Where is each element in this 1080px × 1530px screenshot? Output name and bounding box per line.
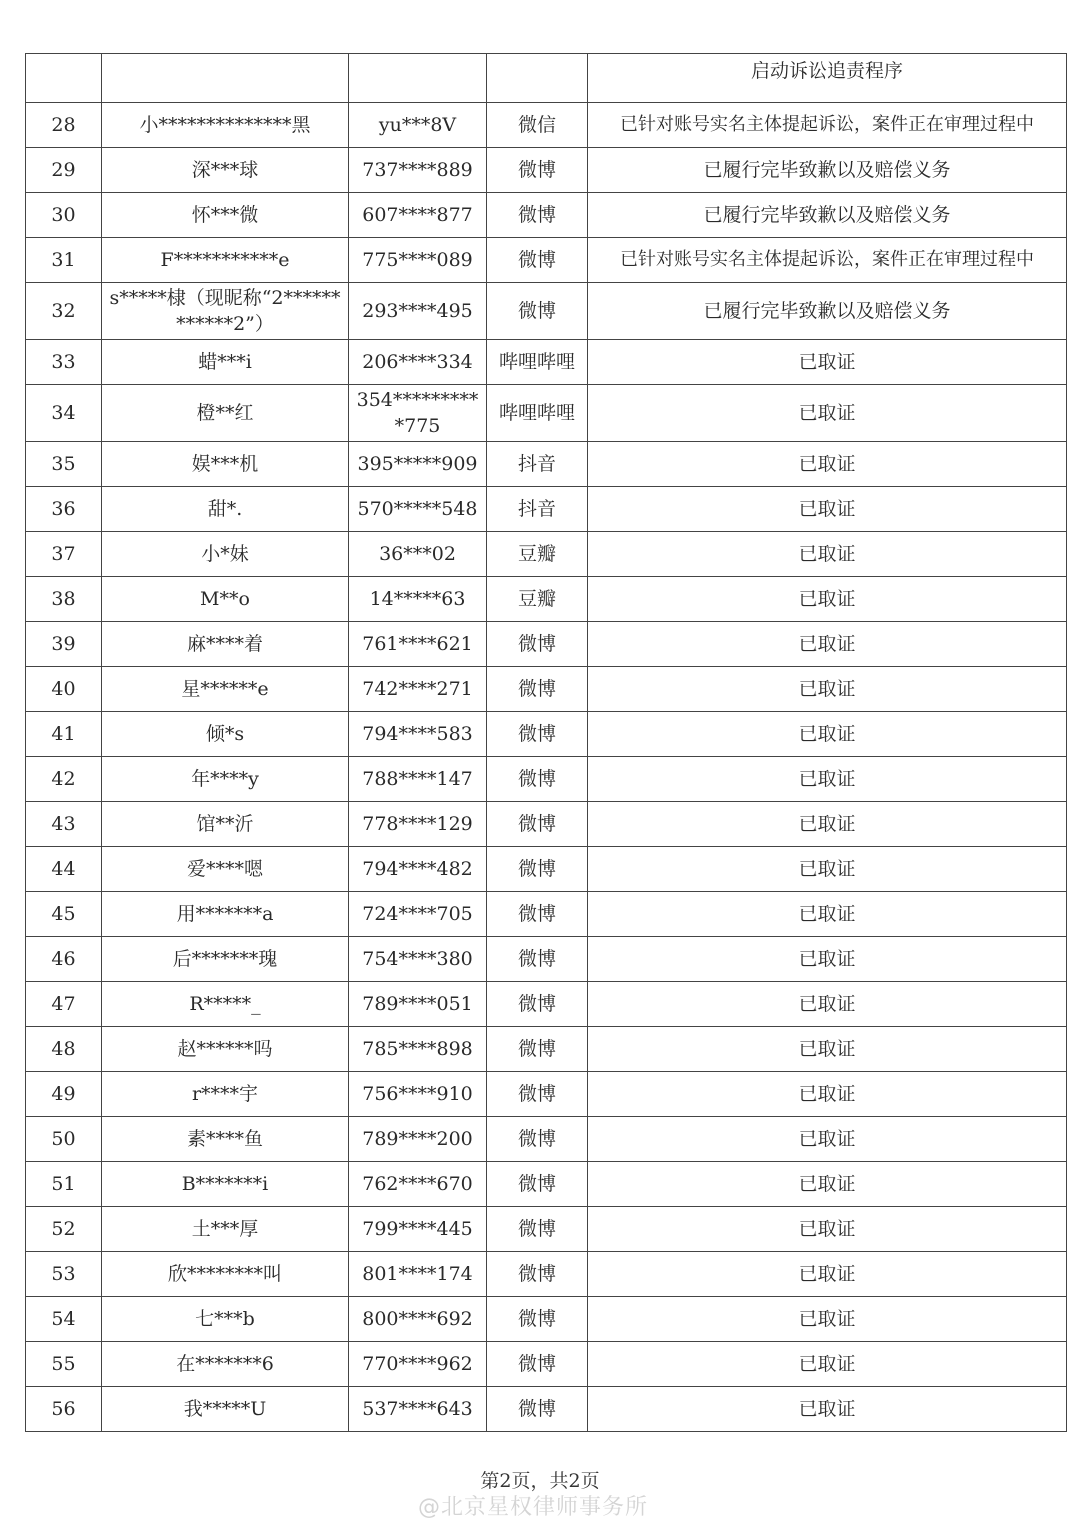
cell-platform: 微博 [487, 1162, 588, 1207]
cell-platform: 微博 [487, 982, 588, 1027]
table-row [26, 1387, 1067, 1432]
cell-status: 已取证 [588, 1207, 1067, 1252]
header-cell-nickname [102, 54, 349, 103]
cell-status: 已取证 [588, 667, 1067, 712]
cell-status: 已针对账号实名主体提起诉讼，案件正在审理过程中 [588, 238, 1067, 283]
cell-nickname: 星******e [102, 667, 349, 712]
table-row [26, 757, 1067, 802]
cell-no: 56 [26, 1387, 102, 1432]
cell-no: 54 [26, 1297, 102, 1342]
cell-account-id: 742****271 [349, 667, 487, 712]
table-row [26, 148, 1067, 193]
cell-account-id: 775****089 [349, 238, 487, 283]
table-row [26, 802, 1067, 847]
cell-platform: 微博 [487, 667, 588, 712]
cell-status: 已取证 [588, 712, 1067, 757]
cell-no: 36 [26, 487, 102, 532]
cell-no: 48 [26, 1027, 102, 1072]
cell-status: 已履行完毕致歉以及赔偿义务 [588, 193, 1067, 238]
cell-nickname: 素****鱼 [102, 1117, 349, 1162]
cell-account-id: 206****334 [349, 340, 487, 385]
cell-status: 已取证 [588, 757, 1067, 802]
cell-no: 41 [26, 712, 102, 757]
cell-status: 已履行完毕致歉以及赔偿义务 [588, 283, 1067, 340]
table-body [26, 54, 1067, 1432]
cell-status: 已取证 [588, 577, 1067, 622]
table-row [26, 487, 1067, 532]
cell-account-id: 537****643 [349, 1387, 487, 1432]
cell-nickname: 欣********叫 [102, 1252, 349, 1297]
cell-platform: 哔哩哔哩 [487, 385, 588, 442]
cell-no: 34 [26, 385, 102, 442]
cell-no: 47 [26, 982, 102, 1027]
cell-platform: 微信 [487, 103, 588, 148]
cell-account-id: 395*****909 [349, 442, 487, 487]
cell-nickname: 小*妹 [102, 532, 349, 577]
cell-no: 44 [26, 847, 102, 892]
table-row [26, 1072, 1067, 1117]
cell-no: 42 [26, 757, 102, 802]
cell-platform: 微博 [487, 712, 588, 757]
cell-no: 33 [26, 340, 102, 385]
cell-account-id: 756****910 [349, 1072, 487, 1117]
cell-nickname: 娱***机 [102, 442, 349, 487]
cell-platform: 微博 [487, 1027, 588, 1072]
table-row [26, 532, 1067, 577]
table-row [26, 193, 1067, 238]
cell-platform: 微博 [487, 1297, 588, 1342]
cell-no: 49 [26, 1072, 102, 1117]
cell-no: 53 [26, 1252, 102, 1297]
cell-nickname: 用*******a [102, 892, 349, 937]
cell-status: 已取证 [588, 982, 1067, 1027]
table-row [26, 385, 1067, 442]
cell-status: 已取证 [588, 340, 1067, 385]
cell-platform: 豆瓣 [487, 532, 588, 577]
cell-nickname: 深***球 [102, 148, 349, 193]
cell-account-id: 770****962 [349, 1342, 487, 1387]
cell-no: 40 [26, 667, 102, 712]
table-row [26, 1297, 1067, 1342]
table-row [26, 982, 1067, 1027]
cell-platform: 微博 [487, 802, 588, 847]
cell-nickname: 馆**沂 [102, 802, 349, 847]
weibo-watermark: @北京星权律师事务所 [418, 1495, 649, 1520]
table-row [26, 1162, 1067, 1207]
cell-platform: 微博 [487, 847, 588, 892]
cell-account-id: 785****898 [349, 1027, 487, 1072]
cell-account-id: 607****877 [349, 193, 487, 238]
cell-no: 29 [26, 148, 102, 193]
cell-nickname: B*******i [102, 1162, 349, 1207]
table-row [26, 712, 1067, 757]
cell-nickname: 蜡***i [102, 340, 349, 385]
cell-platform: 微博 [487, 283, 588, 340]
cell-platform: 微博 [487, 193, 588, 238]
cell-account-id: 14*****63 [349, 577, 487, 622]
cell-status: 已取证 [588, 892, 1067, 937]
cell-no: 45 [26, 892, 102, 937]
cell-nickname: R*****_ [102, 982, 349, 1027]
cell-account-id: 788****147 [349, 757, 487, 802]
table-row [26, 340, 1067, 385]
cell-status: 已取证 [588, 442, 1067, 487]
cell-platform: 微博 [487, 757, 588, 802]
cell-status: 已取证 [588, 1252, 1067, 1297]
cell-nickname: 倾*s [102, 712, 349, 757]
cell-account-id: 36***02 [349, 532, 487, 577]
cell-account-id: 794****482 [349, 847, 487, 892]
cell-platform: 微博 [487, 892, 588, 937]
cell-account-id: 761****621 [349, 622, 487, 667]
cell-nickname: 年****y [102, 757, 349, 802]
cell-account-id: 293****495 [349, 283, 487, 340]
cell-status: 已取证 [588, 1297, 1067, 1342]
cell-status: 已取证 [588, 802, 1067, 847]
cell-no: 43 [26, 802, 102, 847]
table-row [26, 238, 1067, 283]
cell-status: 已取证 [588, 532, 1067, 577]
table-row [26, 667, 1067, 712]
cell-account-id: 789****200 [349, 1117, 487, 1162]
cell-nickname: r****宇 [102, 1072, 349, 1117]
cell-account-id: 754****380 [349, 937, 487, 982]
cell-platform: 微博 [487, 1342, 588, 1387]
cell-nickname: 橙**红 [102, 385, 349, 442]
cell-account-id: yu***8V [349, 103, 487, 148]
cell-platform: 微博 [487, 1252, 588, 1297]
cell-platform: 微博 [487, 1207, 588, 1252]
cell-no: 37 [26, 532, 102, 577]
cell-platform: 微博 [487, 1117, 588, 1162]
cell-account-id: 800****692 [349, 1297, 487, 1342]
cell-status: 已针对账号实名主体提起诉讼，案件正在审理过程中 [588, 103, 1067, 148]
cell-platform: 抖音 [487, 487, 588, 532]
cell-account-id: 570*****548 [349, 487, 487, 532]
cell-no: 51 [26, 1162, 102, 1207]
cell-status: 已取证 [588, 1027, 1067, 1072]
cell-account-id: 794****583 [349, 712, 487, 757]
cell-no: 30 [26, 193, 102, 238]
cell-status: 已取证 [588, 847, 1067, 892]
cell-nickname: 麻****着 [102, 622, 349, 667]
table-row [26, 937, 1067, 982]
cell-status: 已取证 [588, 1072, 1067, 1117]
cell-no: 32 [26, 283, 102, 340]
cell-status: 已取证 [588, 1342, 1067, 1387]
cell-account-id: 354**********775 [349, 385, 487, 442]
cell-no: 52 [26, 1207, 102, 1252]
cell-account-id: 778****129 [349, 802, 487, 847]
cell-platform: 哔哩哔哩 [487, 340, 588, 385]
cell-platform: 豆瓣 [487, 577, 588, 622]
cell-no: 35 [26, 442, 102, 487]
cell-no: 46 [26, 937, 102, 982]
table-row [26, 1252, 1067, 1297]
cell-no: 39 [26, 622, 102, 667]
table-row [26, 442, 1067, 487]
cell-nickname: 爱****嗯 [102, 847, 349, 892]
cell-nickname: F***********e [102, 238, 349, 283]
cell-nickname: 后*******瑰 [102, 937, 349, 982]
header-cell-platform [487, 54, 588, 103]
cell-nickname: s*****棣（现昵称“2************2”） [102, 283, 349, 340]
table-row [26, 283, 1067, 340]
cell-account-id: 789****051 [349, 982, 487, 1027]
table-row [26, 1027, 1067, 1072]
cell-status: 已取证 [588, 385, 1067, 442]
cell-status: 已取证 [588, 1117, 1067, 1162]
cell-platform: 微博 [487, 622, 588, 667]
cell-nickname: M**o [102, 577, 349, 622]
cell-nickname: 在*******6 [102, 1342, 349, 1387]
cell-account-id: 724****705 [349, 892, 487, 937]
cell-platform: 微博 [487, 238, 588, 283]
cell-nickname: 怀***微 [102, 193, 349, 238]
cell-status: 已取证 [588, 487, 1067, 532]
cell-no: 28 [26, 103, 102, 148]
header-cell-id [349, 54, 487, 103]
table-row [26, 622, 1067, 667]
cell-status: 已取证 [588, 1387, 1067, 1432]
table-row [26, 1342, 1067, 1387]
litigation-table [25, 53, 1067, 1432]
cell-no: 31 [26, 238, 102, 283]
cell-platform: 抖音 [487, 442, 588, 487]
cell-platform: 微博 [487, 937, 588, 982]
cell-nickname: 我*****U [102, 1387, 349, 1432]
cell-status: 已取证 [588, 1162, 1067, 1207]
table-row [26, 577, 1067, 622]
cell-no: 50 [26, 1117, 102, 1162]
table-row [26, 103, 1067, 148]
cell-platform: 微博 [487, 1072, 588, 1117]
cell-account-id: 799****445 [349, 1207, 487, 1252]
cell-nickname: 甜*. [102, 487, 349, 532]
cell-status: 已履行完毕致歉以及赔偿义务 [588, 148, 1067, 193]
cell-platform: 微博 [487, 148, 588, 193]
cell-status: 已取证 [588, 937, 1067, 982]
cell-account-id: 801****174 [349, 1252, 487, 1297]
cell-nickname: 土***厚 [102, 1207, 349, 1252]
table-header-row [26, 54, 1067, 103]
page-number: 第2页，共2页 [480, 1470, 600, 1492]
cell-account-id: 762****670 [349, 1162, 487, 1207]
cell-no: 55 [26, 1342, 102, 1387]
header-cell-status: 启动诉讼追责程序 [588, 54, 1067, 103]
table-row [26, 892, 1067, 937]
cell-account-id: 737****889 [349, 148, 487, 193]
cell-nickname: 小**************黑 [102, 103, 349, 148]
table-row [26, 847, 1067, 892]
cell-platform: 微博 [487, 1387, 588, 1432]
header-cell-no [26, 54, 102, 103]
table-row [26, 1117, 1067, 1162]
cell-no: 38 [26, 577, 102, 622]
cell-status: 已取证 [588, 622, 1067, 667]
cell-nickname: 七***b [102, 1297, 349, 1342]
table-row [26, 1207, 1067, 1252]
cell-nickname: 赵******吗 [102, 1027, 349, 1072]
